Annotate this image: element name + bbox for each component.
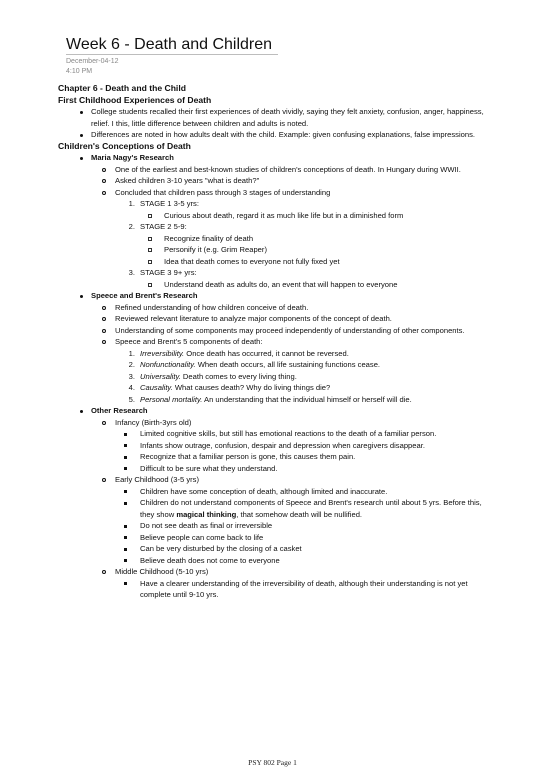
note-time: 4:10 PM [66, 68, 93, 75]
stage-item: 3. STAGE 3 9+ yrs: [128, 268, 197, 277]
chapter-heading: Chapter 6 - Death and the Child [58, 83, 186, 93]
first-experiences-list [58, 106, 498, 141]
list-item: Can be very disturbed by the closing of a casket [58, 543, 498, 555]
list-item: Differences are noted in how adults dealt with the child. Example: given confusing explanations, false impressions. [58, 129, 498, 141]
list-item: Do not see death as final or irreversible [58, 520, 498, 532]
page-footer: PSY 802 Page 1 [248, 758, 297, 767]
component-item: 4. Causality. What causes death? Why do living things die? [128, 383, 331, 392]
list-item: Recognize that a familiar person is gone, this causes them pain. [58, 451, 498, 463]
list-item: Children do not understand components of Speece and Brent's research until about 5 yrs. Before this, they show magical thinking, that somehow death will be nullified. [58, 497, 498, 520]
component-item: 3. Universality. Death comes to every living thing. [128, 371, 297, 381]
list-item: Asked children 3-10 years "what is death?" [58, 175, 498, 187]
stage-detail: Idea that death comes to everyone not fully fixed yet [58, 256, 498, 268]
other-research-title: Other Research [58, 405, 498, 417]
component-item: 2. Nonfunctionality. When death occurs, all life sustaining functions cease. [128, 360, 381, 369]
list-item: Have a clearer understanding of the irreversibility of death, although their understanding is not yet complete until 9-10 yrs. [58, 578, 498, 601]
first-experiences-heading: First Childhood Experiences of Death [58, 94, 212, 105]
speece-research-title: Speece and Brent's Research [58, 290, 498, 302]
list-item: Difficult to be sure what they understand. [58, 463, 498, 475]
list-item: College students recalled their first experiences of death vividly, saying they felt anxiety, confusion, anger, happiness, relief. I this, little difference between children and adults is noted. [58, 106, 498, 129]
note-content [58, 83, 498, 601]
list-item: Refined understanding of how children conceive of death. [58, 302, 498, 314]
conceptions-heading: Children's Conceptions of Death [58, 140, 191, 151]
conceptions-list [58, 152, 498, 601]
component-item: 5. Personal mortality. An understanding that the individual himself or herself will die. [128, 394, 412, 404]
list-item: Reviewed relevant literature to analyze major components of the concept of death. [58, 313, 498, 325]
list-item: Children have some conception of death, although limited and inaccurate. [58, 486, 498, 498]
infancy-heading: Infancy (Birth-3yrs old) [58, 417, 498, 429]
stage-item: 2. STAGE 2 5-9: [128, 222, 187, 231]
stage-detail: Recognize finality of death [58, 233, 498, 245]
stage-detail: Understand death as adults do, an event that will happen to everyone [58, 279, 498, 291]
early-childhood-heading: Early Childhood (3-5 yrs) [58, 474, 498, 486]
middle-childhood-heading: Middle Childhood (5-10 yrs) [58, 566, 498, 578]
title-underline [66, 54, 278, 55]
list-item: One of the earliest and best-known studies of children's conceptions of death. In Hungary during WWII. [58, 164, 498, 176]
component-item: 1. Irreversibility. Once death has occurred, it cannot be reversed. [128, 348, 349, 358]
page-title: Week 6 - Death and Children [66, 36, 273, 53]
list-item: Speece and Brent's 5 components of death: [58, 336, 498, 348]
list-item: Believe death does not come to everyone [58, 555, 498, 567]
nagy-research-title: Maria Nagy's Research [58, 152, 498, 164]
list-item: Believe people can come back to life [58, 532, 498, 544]
stage-detail: Personify it (e.g. Grim Reaper) [58, 244, 498, 256]
stage-item: 1. STAGE 1 3-5 yrs: [128, 199, 199, 208]
magical-thinking-term: magical thinking [176, 509, 237, 519]
list-item: Limited cognitive skills, but still has emotional reactions to the death of a familiar person. [58, 428, 498, 440]
stage-detail: Curious about death, regard it as much like life but in a diminished form [58, 210, 498, 222]
list-item: Understanding of some components may proceed independently of understanding of other components. [58, 325, 498, 337]
note-date: December-04-12 [66, 58, 119, 65]
list-item: Concluded that children pass through 3 stages of understanding [58, 187, 498, 199]
list-item: Infants show outrage, confusion, despair and depression when caregivers disappear. [58, 440, 498, 452]
